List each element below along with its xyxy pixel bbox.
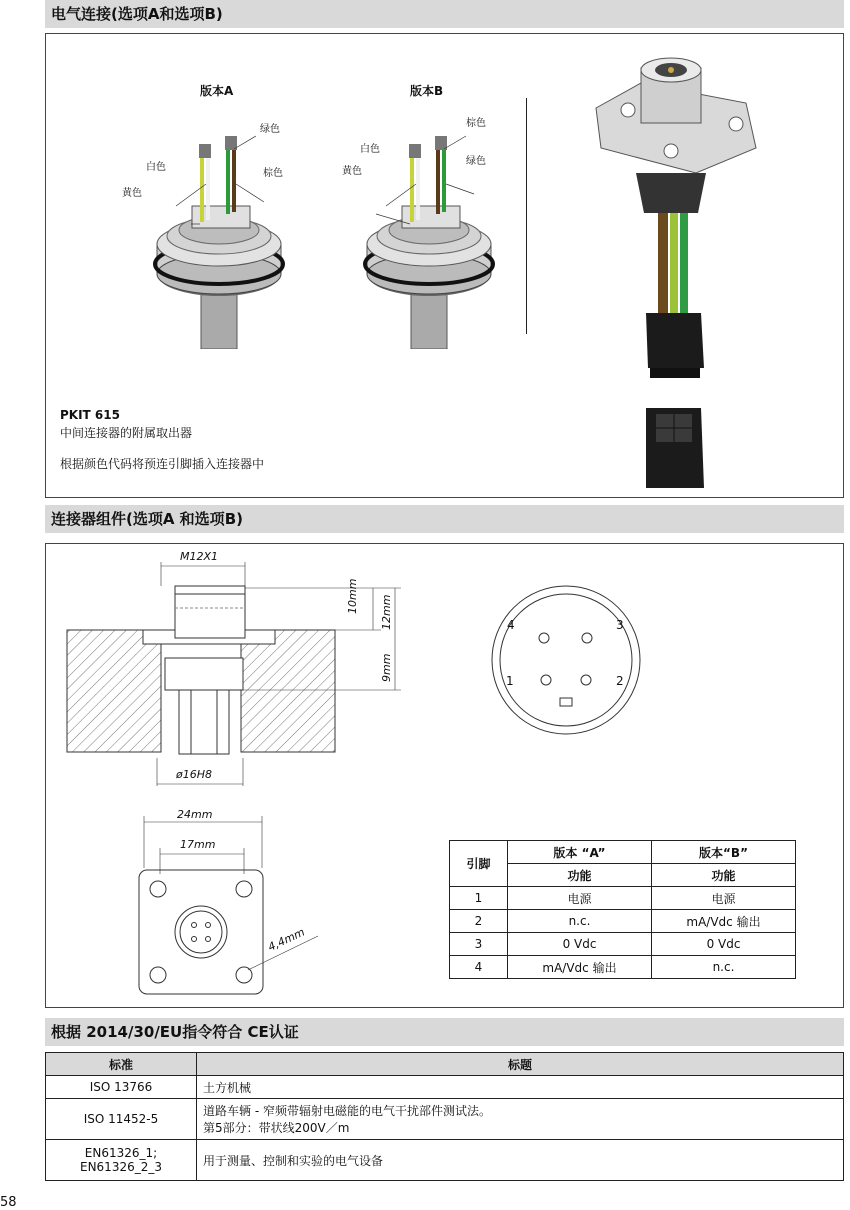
func-a-cell: n.c. [508,910,652,933]
version-a-title: 版本A [200,84,234,98]
dim-bore: ø16H8 [176,768,212,781]
wire-label-a-green: 绿色 [260,124,280,135]
title-cell: 用于测量、控制和实验的电气设备 [197,1140,844,1181]
dim-10mm: 10mm [346,578,359,614]
version-b-title: 版本B [410,84,444,98]
divider-line [526,98,527,334]
title-cell [197,1099,844,1140]
wire-label-b-yellow: 黄色 [342,166,362,177]
dim-9mm: 9mm [380,653,393,682]
func-b-cell: 电源 [652,887,796,910]
cross-section-drawing [61,548,421,788]
wire-label-a-brown: 棕色 [263,168,283,179]
dim-thread: M12X1 [180,550,219,563]
pkit-instruction: 根据颜色代码将预连引脚插入连接器中 [60,457,265,471]
wire-label-b-brown: 棕色 [466,118,486,129]
func-b-cell: 0 Vdc [652,933,796,956]
func-header-a: 功能 [508,864,652,887]
pin-label-1: 1 [506,674,514,688]
connector-b-illustration [326,114,516,349]
electrical-connection-panel [45,33,844,498]
section-header-connector-assembly: 连接器组件(选项A 和选项B) [45,505,844,533]
func-b-cell: mA/Vdc 输出 [652,910,796,933]
dim-hole: 4,4mm [266,925,307,954]
table-row [450,956,796,979]
title-line: 道路车辆 - 窄频带辐射电磁能的电气干扰部件测试法。 [203,1104,491,1118]
pin-label-4: 4 [507,618,515,632]
func-header-b: 功能 [652,864,796,887]
std-cell: ISO 11452-5 [46,1099,197,1140]
func-a-cell: mA/Vdc 输出 [508,956,652,979]
pkit-title: PKIT 615 [60,408,120,422]
section-header-electrical: 电气连接(选项A和选项B) [45,0,844,28]
pin-label-3: 3 [616,618,624,632]
std-line: EN61326_1; [84,1146,158,1160]
wire-label-b-white: 白色 [360,144,380,155]
wire-label-b-green: 绿色 [466,156,486,167]
func-a-cell: 电源 [508,887,652,910]
dim-12mm: 12mm [380,594,393,630]
table-row [450,887,796,910]
pin-function-table [449,840,796,979]
connector-a-illustration [116,114,306,349]
table-row [46,1099,844,1140]
wire-label-a-white: 白色 [146,162,166,173]
pkit-description: 中间连接器的附属取出器 [60,426,193,440]
std-cell [46,1140,197,1181]
title-header: 标题 [197,1053,844,1076]
flange-connector-illustration [586,48,776,488]
pin-label-2: 2 [616,674,624,688]
std-cell: ISO 13766 [46,1076,197,1099]
page-number: 58 [0,1195,17,1210]
std-header: 标准 [46,1053,197,1076]
standards-table [45,1052,844,1181]
func-b-cell: n.c. [652,956,796,979]
col-version-a: 版本 “A” [508,841,652,864]
pin-cell: 4 [450,956,508,979]
title-line: 第5部分：带状线200V／m [203,1121,350,1135]
table-row [450,933,796,956]
table-row [450,910,796,933]
pin-cell: 3 [450,933,508,956]
connector-assembly-panel [45,543,844,1008]
section-header-ce-certification: 根据 2014/30/EU指令符合 CE认证 [45,1018,844,1046]
std-line: EN61326_2_3 [79,1160,162,1174]
table-row [46,1076,844,1099]
dim-24mm: 24mm [177,808,213,821]
pin-header: 引脚 [450,841,508,887]
wire-label-a-yellow: 黄色 [122,188,142,199]
func-a-cell: 0 Vdc [508,933,652,956]
dim-17mm: 17mm [180,838,216,851]
table-row [46,1140,844,1181]
flange-top-view [136,808,326,1002]
pin-cell: 1 [450,887,508,910]
pin-face-drawing [486,580,646,740]
pin-cell: 2 [450,910,508,933]
col-version-b: 版本“B” [652,841,796,864]
title-cell: 土方机械 [197,1076,844,1099]
